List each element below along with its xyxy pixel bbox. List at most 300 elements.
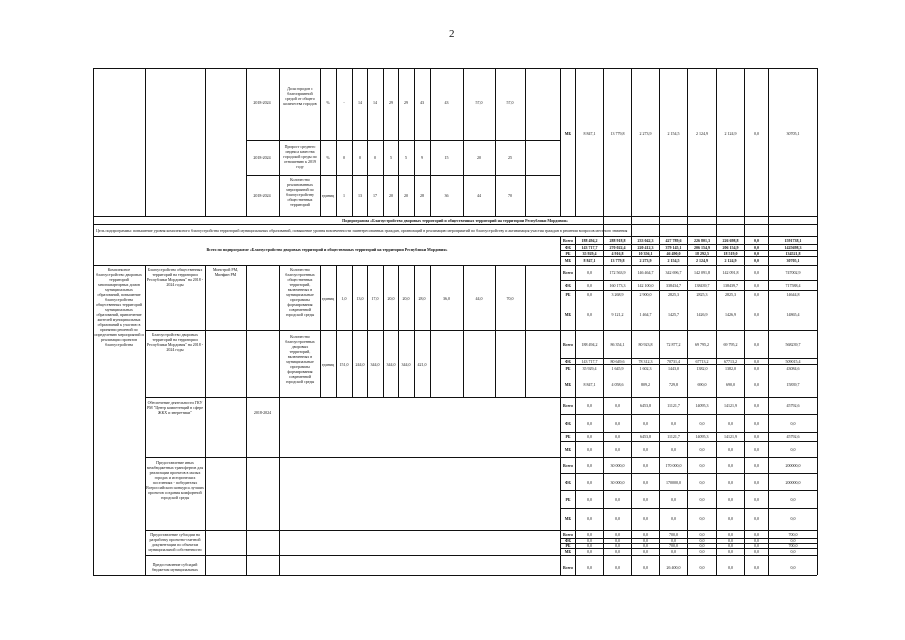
fin-value: 0,0 [587,292,592,297]
fin-value: 2 154,5 [667,258,680,263]
unit-cell: % [326,155,330,160]
years-cell: 2018-2024 [253,410,272,415]
fin-value: 0,0 [728,497,733,502]
fin-value: 809,2 [641,382,650,387]
fin-code: ФБ [564,245,572,250]
fin-value: 0,0 [587,270,592,275]
fin-value: 0,0 [754,434,759,439]
fin-code: МБ [564,131,572,136]
sub-event-name: Предоставление субсидии на разработку проектно-сметной документации по объектам муниципальной собственности [148,532,202,552]
fin-value: 747002,9 [785,270,801,275]
fin-value: 0,0 [587,549,592,554]
value-cell: 28 [420,193,424,198]
fin-value: 14121,9 [724,434,737,439]
fin-value: 0,0 [587,434,592,439]
value-cell: 44 [477,193,481,198]
fin-value: 0,0 [728,532,733,537]
fin-value: 0,0 [587,447,592,452]
value-cell: 421,0 [417,362,427,367]
fin-value: 0,0 [643,532,648,537]
fin-value: 1591738,1 [784,238,802,243]
fin-value: 0,0 [615,434,620,439]
fin-value: 0,0 [699,463,705,468]
fin-value: 509015,4 [785,359,801,364]
fin-value: 35 929,4 [582,366,597,371]
indicator-cell: Количество благоустроенных дворовых территорий, включенных в муниципальные программы формирования современной городской среды [285,334,315,384]
fin-value: 0,0 [754,238,759,243]
fin-value: 0,0 [643,516,648,521]
fin-value: 138439,7 [694,283,710,288]
fin-value: 0,0 [587,516,592,521]
subprogram-goal: Цель подпрограммы: повышение уровня комплексного благоустройства территорий муниципальных образований, повышение уровня вовлеченности заинтересованных граждан, организаций в реализацию мероприятий по благоустройству и активизация участия граждан в решении вопросов местного значения [96,228,628,233]
fin-value: 0,0 [699,549,705,554]
value-cell: 14 [373,100,377,105]
fin-value: 0,0 [699,538,705,543]
fin-value: 0,0 [699,480,705,485]
fin-value: 0,0 [754,382,759,387]
unit-cell: единиц [321,193,335,198]
fin-value: 0,0 [671,516,676,521]
fin-value: 729,8 [669,382,678,387]
fin-value: 0,0 [615,497,620,502]
fin-value: 427 789,6 [665,238,682,243]
fin-value: 11121,7 [667,434,680,439]
fin-value: 0,0 [754,549,759,554]
fin-value: 0,0 [754,480,759,485]
value-cell: 29 [389,100,393,105]
fin-value: 0,0 [671,447,676,452]
value-cell: 43 [420,100,424,105]
fin-value: 0,0 [587,463,592,468]
fin-value: 9 121,2 [611,312,624,317]
fin-value: 0,0 [615,532,620,537]
fin-value: 86 354,1 [610,342,625,347]
fin-value: 0,0 [754,532,759,537]
page-number: 2 [449,28,455,40]
fin-value: 338434,7 [666,283,681,288]
fin-value: 0,0 [754,258,759,263]
fin-value: 0,0 [754,283,759,288]
fin-value: 0,0 [754,497,759,502]
fin-value: 18 292,5 [695,251,709,256]
fin-value: 6453,8 [640,434,651,439]
fin-value: 0,0 [587,421,592,426]
fin-value: 0,0 [699,543,705,548]
fin-value: 1 645,9 [611,366,624,371]
fin-value: 2 124,9 [696,131,708,136]
fin-value: 0,0 [671,549,676,554]
value-cell: 20 [477,155,481,160]
fin-value: 0,0 [754,516,759,521]
fin-value: 1426,9 [725,312,736,317]
fin-value: 15839,7 [786,382,800,387]
years-cell: 2018-2024 [253,155,271,160]
fin-value: 0,0 [615,543,620,548]
fin-value: 14644,8 [786,292,800,297]
fin-value: 8 847,1 [583,131,596,136]
fin-code: МБ [564,549,572,554]
fin-value: 4 916,8 [611,251,624,256]
fin-code: МБ [564,258,572,263]
value-cell: 57,0 [506,100,514,105]
fin-value: 0,0 [699,447,705,452]
fin-value: 233 042,3 [637,238,654,243]
fin-code: Всего [563,403,573,408]
fin-value: 220 412,3 [637,245,654,250]
fin-value: 0,0 [643,549,648,554]
fin-value: 0,0 [671,421,676,426]
fin-value: 0,0 [754,312,759,317]
value-cell: 13,0 [356,296,364,301]
fin-code: Всего [563,270,573,275]
fin-value: 700,0 [788,543,798,548]
fin-value: 14865,4 [786,312,800,317]
fin-value: 2 900,0 [639,292,652,297]
fin-code: ФБ [564,421,572,426]
sub-event-name: Предоставление субсидий бюджетам муниципальных [151,562,199,572]
fin-value: 2825,3 [668,292,679,297]
fin-value: 1382,0 [725,366,736,371]
fin-value: 0,0 [790,447,796,452]
fin-value: 0,0 [643,480,648,485]
fin-value: 226 801,3 [694,238,710,243]
fin-value: 69 795,2 [723,342,738,347]
fin-value: 8 847,1 [583,382,596,387]
value-cell: - [343,100,345,105]
fin-value: 18 519,0 [723,251,738,256]
value-cell: 17 [373,193,377,198]
fin-code: РБ [565,292,571,297]
fin-code: Всего [563,238,573,243]
fin-value: 0,0 [615,549,620,554]
fin-value: 69 795,2 [695,342,709,347]
fin-value: 0,0 [754,270,759,275]
value-cell: 20 [404,193,408,198]
fin-value: 67713,2 [724,359,737,364]
main-event-description: Комплексное благоустройство дворовых территорий многоквартирных домов муниципальных образований, повышение благоустройства общественных территорий муниципальных образований, привлечение жителей муниципальных образований к участию в принятии решений по определению мероприятий и реализации проектов благоустройства [94,267,144,347]
fin-value: 0,0 [754,245,759,250]
fin-value: 0,0 [615,565,620,570]
fin-value: 30 000,0 [610,480,625,485]
fin-value: 0,0 [728,463,733,468]
fin-value: 78 312,3 [638,359,653,364]
fin-value: 13 779,8 [610,131,625,136]
fin-value: 1443,0 [668,366,679,371]
fin-value: 700,0 [788,532,798,537]
fin-value: 2825,3 [696,292,708,297]
value-cell: 20 [389,193,393,198]
fin-value: 1382,0 [696,366,708,371]
fin-value: 2 124,9 [724,258,737,263]
fin-value: 8 847,1 [583,258,596,263]
fin-value: 0,0 [699,421,705,426]
fin-value: 0,0 [587,312,592,317]
value-cell: 29 [404,100,408,105]
fin-value: 0,0 [790,516,796,521]
value-cell: 25 [508,155,512,160]
fin-value: 0,0 [754,565,759,570]
fin-value: 6453,8 [640,403,651,408]
fin-value: 1425698,3 [784,245,802,250]
fin-value: 0,0 [754,543,759,548]
fin-value: 200000,0 [785,463,801,468]
value-cell: 15 [444,155,449,160]
fin-value: 160 173,3 [609,283,626,288]
value-cell: 344,0 [401,362,411,367]
fin-value: 379 145,1 [665,245,682,250]
value-cell: 5 [405,155,407,160]
fin-value: 0,0 [754,342,759,347]
fin-value: 0,0 [754,463,759,468]
fin-value: 0,0 [790,538,796,543]
fin-value: 700,0 [669,532,678,537]
fin-value: 0,0 [699,516,705,521]
fin-value: 0,0 [587,283,592,288]
fin-value: 0,0 [754,131,759,136]
fin-value: 226 698,8 [722,238,739,243]
fin-value: 0,0 [728,543,733,548]
fin-value: 138439,7 [723,283,738,288]
fin-value: 143 717,7 [581,245,598,250]
value-cell: 0 [374,155,376,160]
fin-code: ФБ [564,480,572,485]
fin-value: 142 091,8 [722,270,739,275]
fin-value: 0,0 [754,403,759,408]
fin-code: МБ [564,447,572,452]
fin-value: 143 717,7 [581,359,598,364]
value-cell: 57,0 [475,100,483,105]
fin-value: 0,0 [587,538,592,543]
subprogram-total-label: Всего по подпрограмме «Благоустройство дворовых территорий и общественных территорий на территории Республики Мордовия» [206,247,448,252]
fin-value: 14095,3 [695,434,709,439]
fin-value: 690,0 [697,382,707,387]
fin-code: ФБ [564,283,572,288]
fin-value: 270 022,4 [609,245,626,250]
fin-value: 0,0 [615,538,620,543]
fin-value: 0,0 [671,497,676,502]
value-cell: 44,0 [475,296,483,301]
executor-cell: Минстрой РМ, Минфин РМ [212,267,239,277]
value-cell: 28,0 [418,296,426,301]
sub-event-name: Благоустройство дворовых территорий на территории Республики Мордовия" на 2018 - 2024 годы [146,332,204,352]
fin-code: Всего [563,342,573,347]
value-cell: 0 [359,155,361,160]
fin-value: 0,0 [754,359,759,364]
fin-value: 1426,9 [696,312,708,317]
fin-value: 67713,2 [695,359,709,364]
fin-value: 0,0 [754,421,759,426]
fin-code: РБ [565,251,571,256]
fin-value: 0,0 [728,516,733,521]
years-cell: 2018-2024 [253,100,271,105]
fin-value: 134521,8 [785,251,801,256]
fin-value: 0,0 [790,565,796,570]
fin-code: Всего [563,532,573,537]
fin-code: Всего [563,565,573,570]
fin-value: 80 923,8 [638,342,653,347]
fin-value: 170000,0 [666,480,681,485]
fin-value: 46 490,0 [666,251,681,256]
fin-value: 0,0 [643,447,648,452]
fin-value: 0,0 [587,532,592,537]
fin-code: РБ [565,434,571,439]
fin-value: 0,0 [790,549,796,554]
fin-value: 45792,6 [786,403,800,408]
fin-value: 0,0 [754,538,759,543]
fin-value: 70731,4 [667,359,680,364]
fin-value: 0,0 [754,366,759,371]
indicator-cell: Доля городов с благоприятной средой от общего количества городов [283,86,317,106]
fin-value: 690,0 [726,382,735,387]
fin-value: 0,0 [754,447,759,452]
fin-value: 288 918,8 [609,238,626,243]
fin-value: 2825,3 [725,292,736,297]
value-cell: 0 [343,155,345,160]
value-cell: 17,0 [371,296,379,301]
fin-value: 0,0 [790,497,796,502]
fin-value: 0,0 [699,565,705,570]
value-cell: 9 [421,155,423,160]
indicator-cell: Количество благоустроенных общественных территорий, включенных в муниципальные программы формирования современной городской среды [285,267,315,317]
fin-value: 0,0 [615,403,620,408]
fin-value: 1425,7 [668,312,679,317]
fin-value: 142 091,8 [694,270,710,275]
fin-value: 2 124,9 [696,258,708,263]
fin-value: 80 649,6 [610,359,625,364]
fin-value: 0,0 [728,538,733,543]
fin-value: 30705,1 [786,131,800,136]
fin-value: 568239,7 [785,342,801,347]
fin-code: МБ [564,516,572,521]
value-cell: 13 [358,193,362,198]
fin-code: РБ [565,497,571,502]
value-cell: 1,0 [341,296,347,301]
fin-value: 2 124,9 [724,131,737,136]
fin-code: ФБ [564,538,572,543]
fin-code: ФБ [564,359,572,364]
unit-cell: единиц [321,296,335,301]
fin-value: 10 356,1 [638,251,653,256]
fin-value: 170 000,0 [665,463,682,468]
fin-value: 0,0 [790,421,796,426]
unit-cell: % [326,100,330,105]
sub-event-name: Благоустройство общественных территорий на территории Республики Мордовия" на 2018 - 2024 годы [146,267,204,287]
fin-value: 0,0 [671,538,676,543]
value-cell: 20,0 [387,296,395,301]
fin-value: 14121,9 [724,403,737,408]
fin-value: 0,0 [643,543,648,548]
fin-value: 4 058,6 [611,382,624,387]
fin-value: 0,0 [728,565,733,570]
fin-value: 2 273,9 [639,258,652,263]
fin-value: 0,0 [643,538,648,543]
value-cell: 20,0 [402,296,410,301]
value-cell: 70,0 [506,296,514,301]
value-cell: 36,0 [443,296,450,301]
fin-value: 35 929,4 [582,251,597,256]
fin-code: РБ [565,366,571,371]
fin-value: 0,0 [615,516,620,521]
value-cell: 1 [343,193,345,198]
fin-value: 2 154,5 [667,131,680,136]
fin-code: МБ [564,312,572,317]
fin-value: 11121,7 [667,403,680,408]
sub-event-name: Предоставление иных межбюджетных трансфертов для реализации проектов в малых городах и исторических поселениях - победителях Всероссийского конкурса лучших проектов создания комфортной городской среды [146,460,204,500]
fin-value: 3 268,9 [611,292,624,297]
sub-event-name: Обеспечение деятельности ГКУ РМ "Центр компетенций в сфере ЖКХ и энергетики" [146,400,204,415]
fin-value: 342 696,7 [665,270,682,275]
fin-value: 0,0 [587,565,592,570]
fin-value: 0,0 [587,497,592,502]
fin-value: 30 000,0 [610,463,625,468]
fin-value: 30705,1 [786,258,800,263]
fin-value: 0,0 [728,421,733,426]
unit-cell: единиц [321,362,335,367]
fin-value: 717588,4 [785,283,801,288]
fin-value: 206 154,9 [722,245,739,250]
indicator-cell: Прирост среднего индекса качества городской среды по отношению к 2019 году [283,144,317,169]
fin-value: 26 400,0 [666,565,681,570]
fin-value: 13 779,8 [610,258,625,263]
fin-value: 0,0 [615,447,620,452]
fin-value: 206 154,9 [694,245,710,250]
fin-value: 72 877,2 [666,342,681,347]
fin-value: 45792,6 [786,434,800,439]
value-cell: 344,0 [370,362,380,367]
fin-value: 0,0 [643,565,648,570]
fin-value: 0,0 [754,292,759,297]
fin-value: 0,0 [728,480,733,485]
fin-value: 700,0 [669,543,678,548]
indicator-cell: Количество реализованных мероприятий по благоустройству общественных территорий [285,177,315,207]
fin-value: 200000,0 [785,480,801,485]
fin-code: Всего [563,463,573,468]
fin-value: 0,0 [643,497,648,502]
fin-value: 0,0 [643,463,648,468]
value-cell: 36 [444,193,449,198]
subprogram-title: Подпрограмма «Благоустройство дворовых территорий и общественных территорий на территории Республики Мордовия» [342,218,568,223]
fin-value: 142 100,0 [637,283,654,288]
fin-value: 0,0 [587,403,592,408]
fin-value: 0,0 [728,447,733,452]
value-cell: 43 [444,100,449,105]
fin-value: 0,0 [699,497,705,502]
fin-code: МБ [564,382,572,387]
value-cell: 5 [390,155,392,160]
fin-value: 146 464,7 [637,270,654,275]
fin-value: 0,0 [728,549,733,554]
fin-value: 0,0 [754,251,759,256]
fin-value: 14095,3 [695,403,709,408]
value-cell: 344,0 [386,362,396,367]
fin-value: 43084,6 [786,366,800,371]
fin-value: 0,0 [587,543,592,548]
fin-value: 0,0 [643,421,648,426]
years-cell: 2018-2024 [253,193,271,198]
fin-code: РБ [565,543,571,548]
fin-value: 188 494,2 [581,342,598,347]
fin-value: 0,0 [699,532,705,537]
value-cell: 151,0 [339,362,349,367]
fin-value: 1 464,7 [639,312,652,317]
value-cell: 244,0 [355,362,365,367]
fin-value: 2 273,9 [639,131,652,136]
fin-value: 188 494,2 [581,238,598,243]
fin-value: 172 563,9 [609,270,626,275]
fin-value: 1 602,3 [639,366,652,371]
fin-value: 0,0 [615,421,620,426]
value-cell: 14 [358,100,362,105]
